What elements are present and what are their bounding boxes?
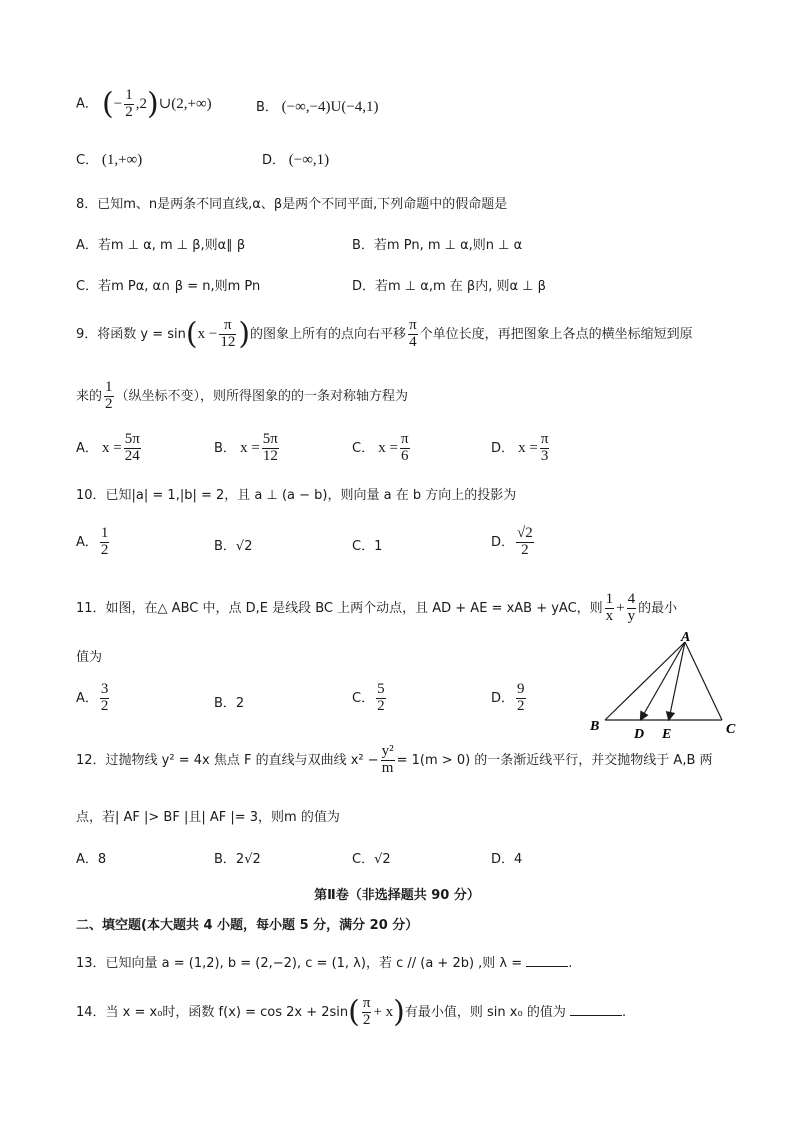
option-label: C． bbox=[352, 440, 375, 456]
fraction bbox=[362, 996, 372, 1029]
fraction bbox=[100, 682, 110, 715]
math-text: ,2 bbox=[135, 95, 147, 112]
q9-option-d bbox=[491, 432, 551, 465]
denominator: m bbox=[381, 759, 394, 776]
q9-option-a bbox=[76, 432, 143, 465]
numerator: 5π bbox=[262, 431, 278, 447]
denominator: y bbox=[627, 607, 636, 624]
q9-stem-text: 来的 bbox=[76, 388, 103, 404]
period: . bbox=[568, 956, 573, 971]
label-b: B bbox=[590, 719, 600, 734]
option-label: D． bbox=[491, 534, 515, 550]
option-label: A． bbox=[76, 534, 98, 550]
math-text: x = bbox=[240, 439, 260, 456]
numerator: π bbox=[409, 317, 417, 333]
q10-option-b: B．√2 bbox=[214, 539, 253, 554]
fill-in-heading: 二、填空题(本大题共 4 小题，每小题 5 分，满分 20 分） bbox=[76, 918, 419, 933]
q9-stem-text: 个单位长度，再把图象上各点的横坐标缩短到原 bbox=[419, 326, 693, 342]
fraction bbox=[376, 682, 386, 715]
numerator: 1 bbox=[605, 591, 614, 607]
q11-stem-text: 11．如图，在△ ABC 中，点 D,E 是线段 BC 上两个动点，且 AD + AE = xAB + yAC，则 bbox=[76, 600, 603, 616]
fraction bbox=[100, 526, 110, 559]
q7-option-b bbox=[256, 96, 379, 116]
q8-option-c: C．若m Pα, α∩ β = n,则m Pn bbox=[76, 279, 261, 294]
q8-option-a: A．若m ⊥ α, m ⊥ β,则α∥ β bbox=[76, 238, 246, 253]
denominator: 3 bbox=[540, 447, 549, 464]
q8-option-b: B．若m Pn, m ⊥ α,则n ⊥ α bbox=[352, 238, 523, 253]
q8-option-d: D．若m ⊥ α,m 在 β内, 则α ⊥ β bbox=[352, 279, 546, 294]
numerator: y² bbox=[381, 743, 394, 759]
denominator: 2 bbox=[521, 541, 529, 558]
option-label: D． bbox=[491, 690, 515, 706]
q12-stem-line2: 点，若| AF |> BF |且| AF |= 3，则m 的值为 bbox=[76, 810, 340, 825]
option-label: A． bbox=[76, 96, 98, 112]
fraction bbox=[381, 744, 395, 777]
q7-a-math: (− $\frac{1}{2}$ ,2)∪(2,+∞) bbox=[102, 86, 212, 122]
q12-option-a: A．8 bbox=[76, 852, 107, 867]
option-text: (−∞,1) bbox=[288, 152, 330, 168]
q7-option-a bbox=[76, 88, 212, 121]
q10-option-a bbox=[76, 526, 111, 559]
q9-option-b bbox=[214, 432, 281, 465]
option-label: C． bbox=[352, 690, 375, 706]
q11-option-c bbox=[352, 682, 388, 715]
label-e: E bbox=[662, 727, 672, 742]
label-d: D bbox=[634, 727, 645, 742]
denominator: 2 bbox=[362, 1011, 371, 1028]
numerator: 1 bbox=[125, 87, 133, 103]
q12-stem bbox=[76, 744, 713, 777]
q9-stem-text: 的图象上所有的点向右平移 bbox=[250, 326, 407, 342]
fraction bbox=[104, 380, 114, 413]
q11-option-a bbox=[76, 682, 111, 715]
q14-stem: 14．当 x = x₀时，函数 f(x) = cos 2x + 2sin( $\frac{\pi}{2}$ + x)有最小值，则 sin x₀ 的值为 . bbox=[76, 994, 627, 1030]
math-text: x − bbox=[197, 325, 218, 342]
numerator: 3 bbox=[100, 681, 109, 697]
numerator: 5π bbox=[124, 431, 140, 447]
q13-stem-text: 13．已知向量 a = (1,2), b = (2,−2), c = (1, λ)，若 c // (a + 2b) ,则 λ = bbox=[76, 956, 523, 971]
minus-sign: − bbox=[113, 95, 123, 112]
segment-ac bbox=[685, 642, 722, 720]
denominator: 2 bbox=[100, 697, 109, 714]
label-a: A bbox=[681, 632, 691, 645]
fraction bbox=[408, 318, 418, 351]
q12-option-b: B．2√2 bbox=[214, 852, 261, 867]
numerator: 9 bbox=[517, 681, 525, 697]
option-label: A． bbox=[76, 690, 98, 706]
option-label: B． bbox=[256, 100, 278, 115]
fraction bbox=[627, 592, 637, 625]
denominator: 2 bbox=[125, 103, 133, 120]
numerator: π bbox=[400, 431, 409, 447]
denominator: x bbox=[605, 607, 614, 624]
vector-ae bbox=[669, 642, 685, 719]
vector-ad bbox=[641, 642, 685, 719]
q12-option-c: C．√2 bbox=[352, 852, 391, 867]
q10-option-d bbox=[491, 526, 536, 559]
q12-stem-text: = 1(m > 0) 的一条渐近线平行，并交抛物线于 A,B 两 bbox=[396, 752, 713, 768]
section-title: 第Ⅱ卷（非选择题共 90 分） bbox=[314, 888, 480, 903]
option-label: D． bbox=[262, 153, 286, 168]
option-label: D． bbox=[491, 440, 515, 456]
denominator: 2 bbox=[377, 697, 385, 714]
denominator: 12 bbox=[220, 333, 236, 350]
option-text: (1,+∞) bbox=[101, 152, 143, 168]
answer-blank[interactable] bbox=[570, 1015, 622, 1016]
numerator: π bbox=[219, 318, 236, 335]
q13-stem bbox=[76, 952, 572, 971]
q14-stem-text: 14．当 x = x₀时，函数 f(x) = cos 2x + 2sin bbox=[76, 1004, 349, 1020]
numerator: π bbox=[362, 995, 371, 1011]
q9-stem-text: 9．将函数 y = sin bbox=[76, 326, 186, 342]
fraction bbox=[124, 432, 141, 465]
fraction bbox=[262, 432, 279, 465]
numerator: 5 bbox=[377, 681, 385, 697]
answer-blank[interactable] bbox=[526, 966, 568, 967]
fraction bbox=[219, 318, 236, 351]
math-text: x = bbox=[102, 439, 122, 456]
q7-option-c bbox=[76, 149, 142, 169]
fraction bbox=[540, 432, 550, 465]
option-label: B． bbox=[214, 440, 236, 456]
fraction bbox=[516, 526, 534, 559]
q10-option-c: C．1 bbox=[352, 539, 383, 554]
fraction bbox=[516, 682, 526, 715]
fraction bbox=[400, 432, 410, 465]
segment-ab bbox=[605, 642, 685, 720]
option-label: C． bbox=[76, 153, 99, 168]
numerator: π bbox=[540, 431, 549, 447]
option-text: (−∞,−4)U(−4,1) bbox=[281, 99, 379, 115]
q9-stem-line2 bbox=[76, 380, 408, 413]
q11-stem-line2: 值为 bbox=[76, 650, 103, 665]
q11-stem bbox=[76, 592, 677, 625]
denominator: 2 bbox=[100, 541, 109, 558]
q11-option-d bbox=[491, 682, 528, 715]
q9-stem-text: （纵坐标不变），则所得图象的的一条对称轴方程为 bbox=[115, 388, 409, 404]
denominator: 4 bbox=[409, 333, 417, 350]
plus-sign: + bbox=[616, 599, 625, 616]
q10-stem: 10．已知|a| = 1,|b| = 2，且 a ⊥ (a − b)，则向量 a 在 b 方向上的投影为 bbox=[76, 488, 517, 503]
fraction bbox=[124, 88, 134, 121]
numerator: 4 bbox=[627, 591, 636, 607]
q7-option-d bbox=[262, 149, 329, 169]
math-text: x = bbox=[518, 439, 538, 456]
q14-stem-text: 有最小值，则 sin x₀ 的值为 bbox=[404, 1004, 566, 1020]
numerator: 1 bbox=[105, 379, 113, 395]
denominator: 2 bbox=[517, 697, 525, 714]
denominator: 6 bbox=[400, 447, 409, 464]
denominator: 12 bbox=[262, 447, 278, 464]
numerator: 1 bbox=[100, 525, 109, 541]
q12-stem-text: 12．过抛物线 y² = 4x 焦点 F 的直线与双曲线 x² − bbox=[76, 752, 379, 768]
q12-option-d: D．4 bbox=[491, 852, 523, 867]
q9-stem: 9．将函数 y = sin(x − $\frac{\pi}{12}$ )的图象上所有的点向右平移 $\frac{\pi}{4}$ 个单位长度，再把图象上各点的横坐标缩短到原 bbox=[76, 316, 693, 352]
q11-stem-text: 的最小 bbox=[638, 600, 678, 616]
denominator: 2 bbox=[105, 395, 113, 412]
period: . bbox=[621, 1004, 627, 1020]
triangle-figure bbox=[585, 632, 745, 744]
q8-stem: 8．已知m、n是两条不同直线,α、β是两个不同平面,下列命题中的假命题是 bbox=[76, 197, 508, 212]
math-text: + x bbox=[373, 1003, 394, 1020]
numerator: √2 bbox=[517, 525, 533, 541]
denominator: 24 bbox=[124, 447, 140, 464]
math-text: x = bbox=[378, 439, 398, 456]
math-text: ∪(2,+∞) bbox=[158, 95, 212, 112]
label-c: C bbox=[726, 722, 736, 737]
fraction bbox=[605, 592, 615, 625]
option-label: A． bbox=[76, 440, 98, 456]
q9-option-c bbox=[352, 432, 412, 465]
q11-option-b: B．2 bbox=[214, 696, 245, 711]
